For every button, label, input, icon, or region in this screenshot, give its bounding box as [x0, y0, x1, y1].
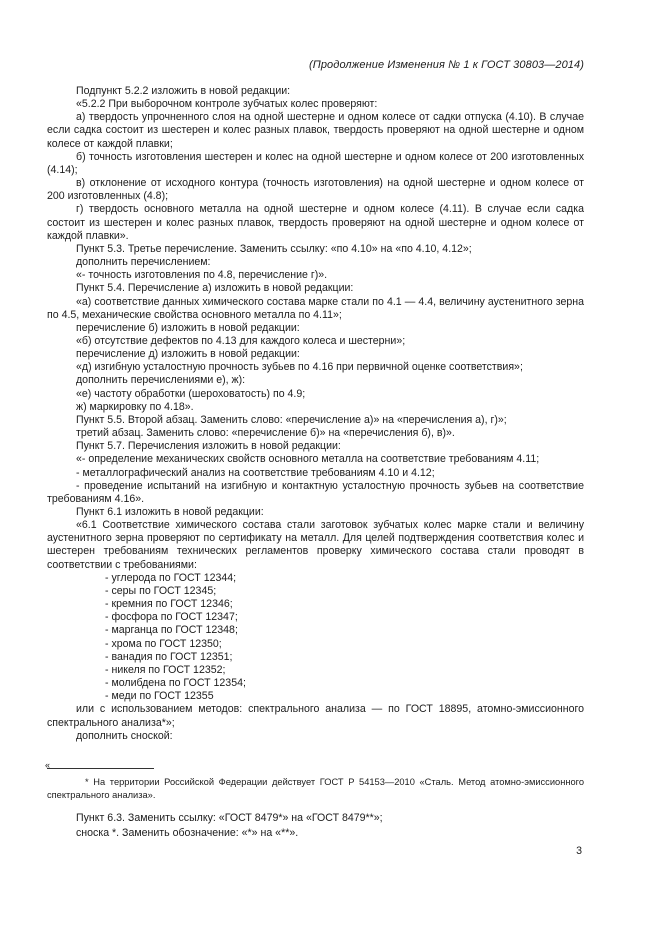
paragraph: сноска *. Заменить обозначение: «*» на «**». [76, 827, 299, 839]
paragraph: «5.2.2 При выборочном контроле зубчатых колес проверяют: [76, 98, 378, 111]
paragraph: б) точность изготовления шестерен и колес на одной шестерне и одном колесе от 200 изготовленных (4.14); [47, 150, 584, 176]
page-header: (Продолжение Изменения № 1 к ГОСТ 30803—2014) [309, 59, 584, 71]
list-item: - кремния по ГОСТ 12346; [105, 598, 233, 611]
paragraph: «е) частоту обработки (шероховатость) по 4.9; [76, 387, 306, 400]
paragraph: Пункт 5.4. Перечисление а) изложить в новой редакции: [76, 282, 354, 295]
paragraph: Подпункт 5.2.2 изложить в новой редакции: [76, 85, 291, 97]
list-item: - ванадия по ГОСТ 12351; [105, 650, 233, 663]
paragraph: «6.1 Соответствие химического состава стали заготовок зубчатых колес марке стали и величину аустенитного зерна проверяют по сертификату на металл. Для целей подтверждения соответствия колес и шестерен требованиям технических регламентов проверку химического состава стали проводят в соответствии с требованиями: [47, 519, 584, 571]
paragraph: г) твердость основного металла на одной шестерне и одном колесе (4.11). В случае если садка состоит из шестерен и колес разных плавок, твердость проверяют на одной шестерне и одном колесе от каждой плавки». [47, 203, 584, 242]
document-body [47, 85, 584, 743]
paragraph: - металлографический анализ на соответствие требованиям 4.10 и 4.12; [76, 466, 435, 479]
paragraph: а) твердость упрочненного слоя на одной шестерне и одном колесе от садки отпуска (4.10). В случае если садка состоит из шестерен и колес разных плавок, твердость проверяют на одной шестерне и одном колесе от каждой плавки; [47, 111, 584, 150]
paragraph: Пункт 5.7. Перечисления изложить в новой редакции: [76, 440, 341, 453]
list-item: - серы по ГОСТ 12345; [105, 584, 217, 597]
footnote-text: * На территории Российской Федерации действует ГОСТ Р 54153—2010 «Сталь. Метод атомно-эмиссионного спектрального анализа». [47, 777, 584, 800]
list-item: - фосфора по ГОСТ 12347; [105, 611, 238, 624]
paragraph: дополнить перечислением: [76, 256, 211, 269]
paragraph: или с использованием методов: спектрального анализа — по ГОСТ 18895, атомно-эмиссионного спектрального анализа*»; [47, 703, 584, 729]
list-item: - никеля по ГОСТ 12352; [105, 663, 226, 676]
paragraph: дополнить сноской: [76, 729, 173, 742]
paragraph: Пункт 6.3. Заменить ссылку: «ГОСТ 8479*» на «ГОСТ 8479**»; [76, 812, 383, 824]
paragraph: третий абзац. Заменить слово: «перечисление б)» на «перечисления б), в)». [76, 427, 455, 440]
list-item: - молибдена по ГОСТ 12354; [105, 677, 246, 690]
footnote-quote-mark: « [45, 760, 51, 770]
paragraph: перечисление б) изложить в новой редакции: [76, 321, 300, 334]
paragraph: в) отклонение от исходного контура (точность изготовления) на одной шестерне и одном колесе от 200 изготовленных (4.8); [47, 177, 584, 203]
paragraph: «б) отсутствие дефектов по 4.13 для каждого колеса и шестерни»; [76, 334, 406, 347]
paragraph: Пункт 5.3. Третье перечисление. Заменить ссылку: «по 4.10» на «по 4.10, 4.12»; [76, 242, 472, 255]
list-item: - марганца по ГОСТ 12348; [105, 624, 238, 637]
list-item: - меди по ГОСТ 12355 [105, 690, 214, 703]
page-number: 3 [576, 845, 582, 857]
paragraph: Пункт 5.5. Второй абзац. Заменить слово: «перечисление а)» на «перечисления а), г)»; [76, 413, 507, 426]
paragraph: ж) маркировку по 4.18». [76, 400, 194, 413]
paragraph: «д) изгибную усталостную прочность зубьев по 4.16 при первичной оценке соответствия»; [76, 361, 523, 374]
paragraph: «- точность изготовления по 4.8, перечисление г)». [76, 269, 328, 282]
list-item: - хрома по ГОСТ 12350; [105, 637, 222, 650]
paragraph: «а) соответствие данных химического состава марке стали по 4.1 — 4.4, величину аустенитного зерна по 4.5, механические свойства основного металла по 4.11»; [47, 295, 584, 321]
list-item: - углерода по ГОСТ 12344; [105, 571, 237, 584]
paragraph: Пункт 6.1 изложить в новой редакции: [76, 506, 264, 518]
document-tail [47, 811, 584, 841]
footnote-separator [47, 768, 154, 769]
paragraph: - проведение испытаний на изгибную и контактную усталостную прочность зубьев на соответствие требованиям 4.16». [47, 479, 584, 505]
paragraph: перечисление д) изложить в новой редакции: [76, 348, 300, 361]
paragraph: дополнить перечислениями е), ж): [76, 374, 246, 387]
paragraph: «- определение механических свойств основного металла на соответствие требованиям 4.11; [76, 453, 540, 466]
